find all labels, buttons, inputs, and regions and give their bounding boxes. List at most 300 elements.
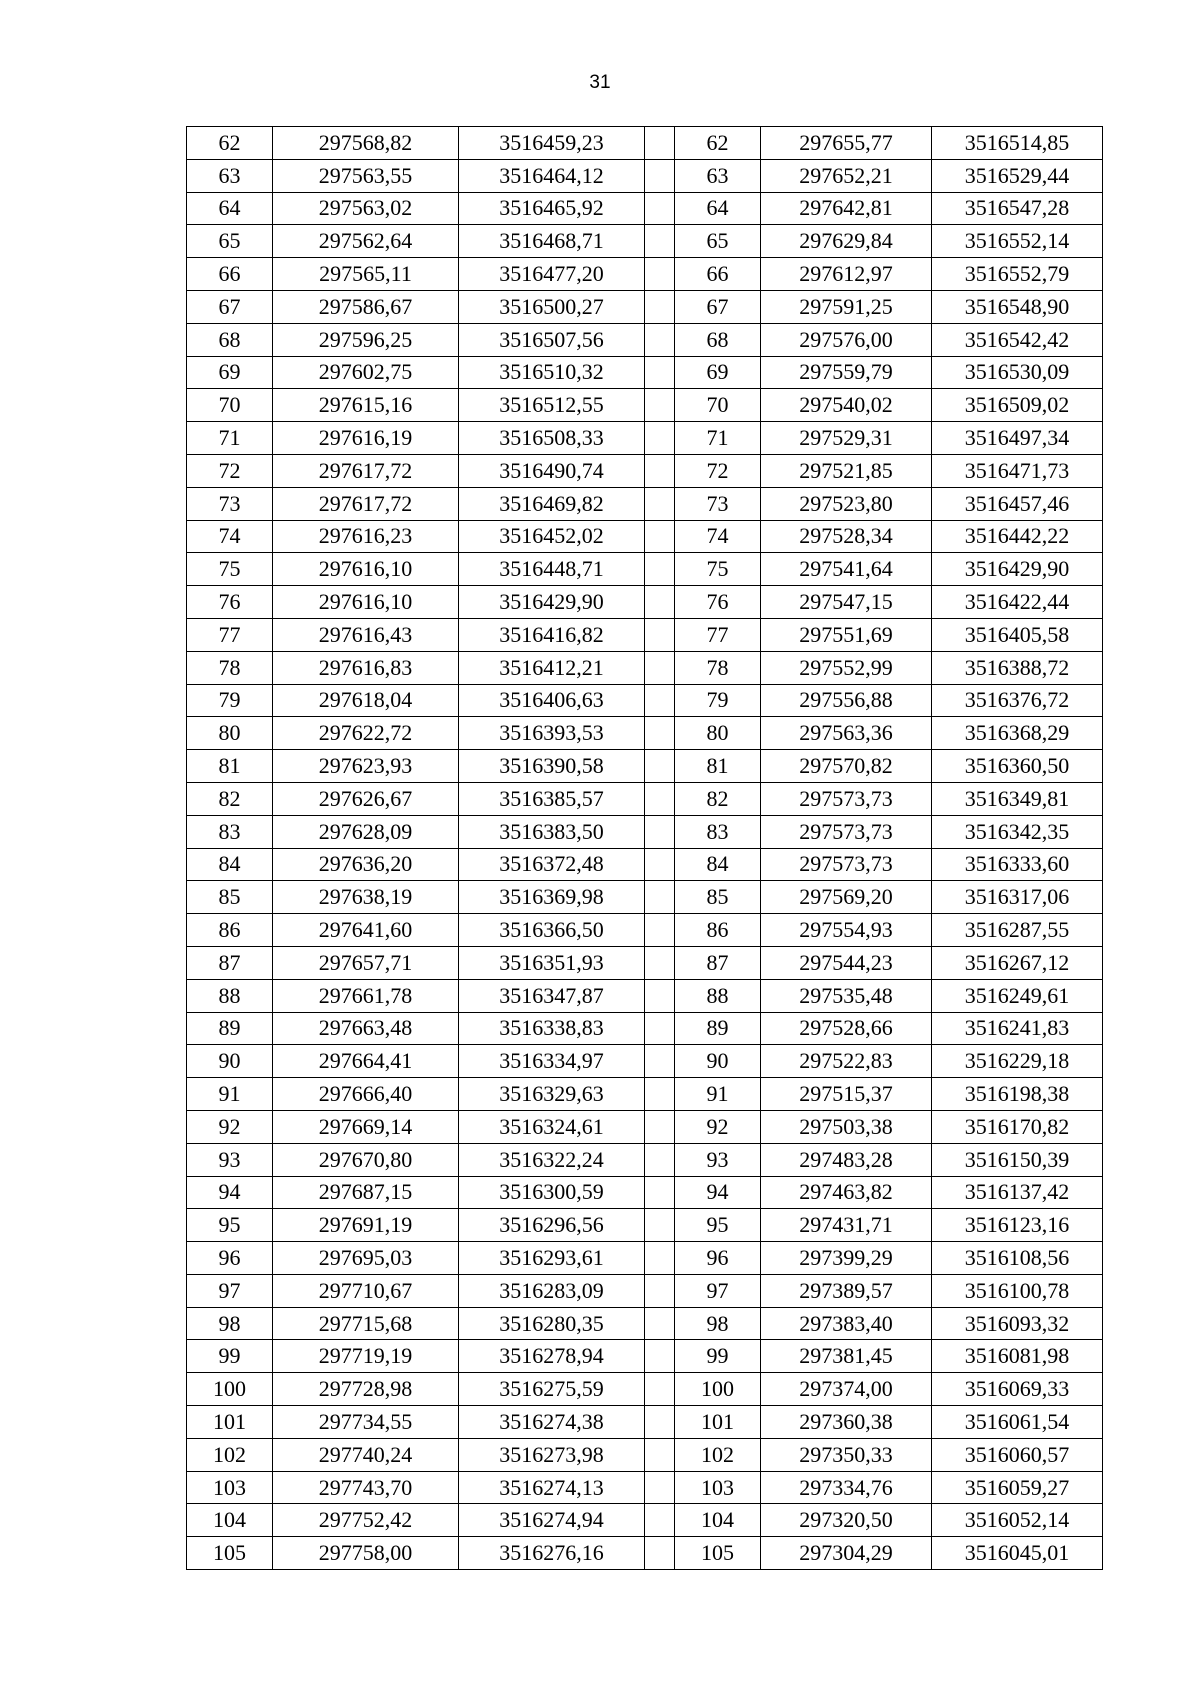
left-y-coordinate-cell: 3516300,59 (459, 1176, 645, 1209)
left-y-coordinate-cell: 3516448,71 (459, 553, 645, 586)
right-y-coordinate-cell: 3516059,27 (932, 1471, 1103, 1504)
right-x-coordinate-cell: 297576,00 (761, 323, 932, 356)
right-y-coordinate-cell: 3516150,39 (932, 1143, 1103, 1176)
right-y-coordinate-cell: 3516045,01 (932, 1537, 1103, 1570)
left-x-coordinate-cell: 297602,75 (273, 356, 459, 389)
left-x-coordinate-cell: 297616,43 (273, 618, 459, 651)
left-point-number-cell: 74 (187, 520, 273, 553)
left-x-coordinate-cell: 297626,67 (273, 782, 459, 815)
right-x-coordinate-cell: 297547,15 (761, 586, 932, 619)
left-x-coordinate-cell: 297622,72 (273, 717, 459, 750)
left-x-coordinate-cell: 297563,02 (273, 192, 459, 225)
right-point-number-cell: 70 (675, 389, 761, 422)
left-y-coordinate-cell: 3516293,61 (459, 1242, 645, 1275)
left-point-number-cell: 100 (187, 1373, 273, 1406)
table-row (187, 290, 1103, 323)
table-row (187, 1045, 1103, 1078)
right-x-coordinate-cell: 297383,40 (761, 1307, 932, 1340)
right-point-number-cell: 72 (675, 454, 761, 487)
separator-cell (645, 586, 675, 619)
left-x-coordinate-cell: 297617,72 (273, 454, 459, 487)
page-number: 31 (589, 72, 611, 93)
left-x-coordinate-cell: 297616,19 (273, 422, 459, 455)
right-y-coordinate-cell: 3516069,33 (932, 1373, 1103, 1406)
right-y-coordinate-cell: 3516061,54 (932, 1406, 1103, 1439)
separator-cell (645, 618, 675, 651)
right-y-coordinate-cell: 3516388,72 (932, 651, 1103, 684)
right-x-coordinate-cell: 297523,80 (761, 487, 932, 520)
right-y-coordinate-cell: 3516241,83 (932, 1012, 1103, 1045)
left-x-coordinate-cell: 297617,72 (273, 487, 459, 520)
right-point-number-cell: 78 (675, 651, 761, 684)
right-x-coordinate-cell: 297540,02 (761, 389, 932, 422)
left-x-coordinate-cell: 297596,25 (273, 323, 459, 356)
right-y-coordinate-cell: 3516198,38 (932, 1078, 1103, 1111)
left-x-coordinate-cell: 297734,55 (273, 1406, 459, 1439)
right-point-number-cell: 81 (675, 750, 761, 783)
table-row (187, 914, 1103, 947)
left-y-coordinate-cell: 3516452,02 (459, 520, 645, 553)
left-x-coordinate-cell: 297719,19 (273, 1340, 459, 1373)
table-row (187, 454, 1103, 487)
table-row (187, 1012, 1103, 1045)
left-point-number-cell: 68 (187, 323, 273, 356)
left-y-coordinate-cell: 3516385,57 (459, 782, 645, 815)
separator-cell (645, 651, 675, 684)
left-x-coordinate-cell: 297664,41 (273, 1045, 459, 1078)
left-y-coordinate-cell: 3516351,93 (459, 946, 645, 979)
separator-cell (645, 159, 675, 192)
right-point-number-cell: 74 (675, 520, 761, 553)
table-row (187, 1143, 1103, 1176)
left-y-coordinate-cell: 3516276,16 (459, 1537, 645, 1570)
right-y-coordinate-cell: 3516497,34 (932, 422, 1103, 455)
separator-cell (645, 520, 675, 553)
left-point-number-cell: 82 (187, 782, 273, 815)
left-y-coordinate-cell: 3516406,63 (459, 684, 645, 717)
table-row (187, 225, 1103, 258)
right-point-number-cell: 73 (675, 487, 761, 520)
left-point-number-cell: 85 (187, 881, 273, 914)
right-point-number-cell: 76 (675, 586, 761, 619)
table-row (187, 717, 1103, 750)
right-point-number-cell: 100 (675, 1373, 761, 1406)
right-point-number-cell: 71 (675, 422, 761, 455)
left-point-number-cell: 79 (187, 684, 273, 717)
separator-cell (645, 1143, 675, 1176)
right-y-coordinate-cell: 3516529,44 (932, 159, 1103, 192)
right-y-coordinate-cell: 3516552,79 (932, 258, 1103, 291)
left-point-number-cell: 80 (187, 717, 273, 750)
left-x-coordinate-cell: 297743,70 (273, 1471, 459, 1504)
table-row (187, 1406, 1103, 1439)
right-y-coordinate-cell: 3516137,42 (932, 1176, 1103, 1209)
left-point-number-cell: 95 (187, 1209, 273, 1242)
separator-cell (645, 1274, 675, 1307)
left-x-coordinate-cell: 297628,09 (273, 815, 459, 848)
right-y-coordinate-cell: 3516349,81 (932, 782, 1103, 815)
left-point-number-cell: 72 (187, 454, 273, 487)
separator-cell (645, 1438, 675, 1471)
right-point-number-cell: 99 (675, 1340, 761, 1373)
left-point-number-cell: 94 (187, 1176, 273, 1209)
left-point-number-cell: 87 (187, 946, 273, 979)
left-x-coordinate-cell: 297618,04 (273, 684, 459, 717)
left-point-number-cell: 105 (187, 1537, 273, 1570)
separator-cell (645, 1012, 675, 1045)
left-y-coordinate-cell: 3516280,35 (459, 1307, 645, 1340)
right-point-number-cell: 104 (675, 1504, 761, 1537)
right-x-coordinate-cell: 297559,79 (761, 356, 932, 389)
separator-cell (645, 553, 675, 586)
right-point-number-cell: 65 (675, 225, 761, 258)
right-y-coordinate-cell: 3516249,61 (932, 979, 1103, 1012)
separator-cell (645, 1373, 675, 1406)
left-x-coordinate-cell: 297568,82 (273, 127, 459, 160)
right-point-number-cell: 67 (675, 290, 761, 323)
right-point-number-cell: 105 (675, 1537, 761, 1570)
right-y-coordinate-cell: 3516457,46 (932, 487, 1103, 520)
right-point-number-cell: 91 (675, 1078, 761, 1111)
left-point-number-cell: 104 (187, 1504, 273, 1537)
left-point-number-cell: 75 (187, 553, 273, 586)
left-x-coordinate-cell: 297616,10 (273, 553, 459, 586)
left-point-number-cell: 71 (187, 422, 273, 455)
left-point-number-cell: 69 (187, 356, 273, 389)
left-x-coordinate-cell: 297616,83 (273, 651, 459, 684)
table-row (187, 1110, 1103, 1143)
separator-cell (645, 323, 675, 356)
left-x-coordinate-cell: 297691,19 (273, 1209, 459, 1242)
left-y-coordinate-cell: 3516369,98 (459, 881, 645, 914)
left-point-number-cell: 84 (187, 848, 273, 881)
table-row (187, 1307, 1103, 1340)
left-y-coordinate-cell: 3516507,56 (459, 323, 645, 356)
right-point-number-cell: 103 (675, 1471, 761, 1504)
separator-cell (645, 290, 675, 323)
left-y-coordinate-cell: 3516322,24 (459, 1143, 645, 1176)
left-y-coordinate-cell: 3516347,87 (459, 979, 645, 1012)
table-row (187, 684, 1103, 717)
right-x-coordinate-cell: 297522,83 (761, 1045, 932, 1078)
table-row (187, 750, 1103, 783)
left-point-number-cell: 91 (187, 1078, 273, 1111)
separator-cell (645, 750, 675, 783)
table-row (187, 881, 1103, 914)
left-x-coordinate-cell: 297752,42 (273, 1504, 459, 1537)
right-y-coordinate-cell: 3516052,14 (932, 1504, 1103, 1537)
right-point-number-cell: 82 (675, 782, 761, 815)
right-y-coordinate-cell: 3516471,73 (932, 454, 1103, 487)
left-x-coordinate-cell: 297641,60 (273, 914, 459, 947)
table-row (187, 258, 1103, 291)
right-y-coordinate-cell: 3516093,32 (932, 1307, 1103, 1340)
right-y-coordinate-cell: 3516170,82 (932, 1110, 1103, 1143)
right-point-number-cell: 88 (675, 979, 761, 1012)
left-y-coordinate-cell: 3516283,09 (459, 1274, 645, 1307)
right-x-coordinate-cell: 297544,23 (761, 946, 932, 979)
right-x-coordinate-cell: 297552,99 (761, 651, 932, 684)
right-y-coordinate-cell: 3516100,78 (932, 1274, 1103, 1307)
left-y-coordinate-cell: 3516490,74 (459, 454, 645, 487)
table-row (187, 422, 1103, 455)
left-y-coordinate-cell: 3516274,38 (459, 1406, 645, 1439)
left-y-coordinate-cell: 3516278,94 (459, 1340, 645, 1373)
separator-cell (645, 389, 675, 422)
right-y-coordinate-cell: 3516123,16 (932, 1209, 1103, 1242)
left-y-coordinate-cell: 3516324,61 (459, 1110, 645, 1143)
left-y-coordinate-cell: 3516274,94 (459, 1504, 645, 1537)
table-row (187, 979, 1103, 1012)
left-point-number-cell: 62 (187, 127, 273, 160)
right-point-number-cell: 102 (675, 1438, 761, 1471)
left-point-number-cell: 78 (187, 651, 273, 684)
table-row (187, 127, 1103, 160)
left-point-number-cell: 77 (187, 618, 273, 651)
left-point-number-cell: 65 (187, 225, 273, 258)
right-x-coordinate-cell: 297515,37 (761, 1078, 932, 1111)
left-point-number-cell: 101 (187, 1406, 273, 1439)
right-x-coordinate-cell: 297350,33 (761, 1438, 932, 1471)
right-y-coordinate-cell: 3516530,09 (932, 356, 1103, 389)
left-y-coordinate-cell: 3516512,55 (459, 389, 645, 422)
table-row (187, 356, 1103, 389)
left-x-coordinate-cell: 297636,20 (273, 848, 459, 881)
separator-cell (645, 881, 675, 914)
separator-cell (645, 454, 675, 487)
right-x-coordinate-cell: 297521,85 (761, 454, 932, 487)
table-row (187, 520, 1103, 553)
right-y-coordinate-cell: 3516333,60 (932, 848, 1103, 881)
table-row (187, 1537, 1103, 1570)
right-point-number-cell: 98 (675, 1307, 761, 1340)
separator-cell (645, 946, 675, 979)
table-row (187, 553, 1103, 586)
right-point-number-cell: 89 (675, 1012, 761, 1045)
left-y-coordinate-cell: 3516500,27 (459, 290, 645, 323)
right-y-coordinate-cell: 3516081,98 (932, 1340, 1103, 1373)
right-x-coordinate-cell: 297655,77 (761, 127, 932, 160)
right-point-number-cell: 97 (675, 1274, 761, 1307)
left-y-coordinate-cell: 3516459,23 (459, 127, 645, 160)
left-point-number-cell: 92 (187, 1110, 273, 1143)
right-point-number-cell: 86 (675, 914, 761, 947)
left-x-coordinate-cell: 297615,16 (273, 389, 459, 422)
right-x-coordinate-cell: 297556,88 (761, 684, 932, 717)
right-point-number-cell: 84 (675, 848, 761, 881)
left-y-coordinate-cell: 3516390,58 (459, 750, 645, 783)
right-x-coordinate-cell: 297528,34 (761, 520, 932, 553)
right-y-coordinate-cell: 3516422,44 (932, 586, 1103, 619)
left-y-coordinate-cell: 3516412,21 (459, 651, 645, 684)
separator-cell (645, 914, 675, 947)
right-point-number-cell: 79 (675, 684, 761, 717)
right-point-number-cell: 92 (675, 1110, 761, 1143)
separator-cell (645, 1406, 675, 1439)
right-y-coordinate-cell: 3516376,72 (932, 684, 1103, 717)
separator-cell (645, 258, 675, 291)
right-y-coordinate-cell: 3516442,22 (932, 520, 1103, 553)
left-x-coordinate-cell: 297740,24 (273, 1438, 459, 1471)
right-y-coordinate-cell: 3516060,57 (932, 1438, 1103, 1471)
table-row (187, 586, 1103, 619)
right-y-coordinate-cell: 3516405,58 (932, 618, 1103, 651)
table-row (187, 1340, 1103, 1373)
right-x-coordinate-cell: 297591,25 (761, 290, 932, 323)
separator-cell (645, 487, 675, 520)
left-x-coordinate-cell: 297758,00 (273, 1537, 459, 1570)
separator-cell (645, 848, 675, 881)
right-x-coordinate-cell: 297563,36 (761, 717, 932, 750)
left-x-coordinate-cell: 297666,40 (273, 1078, 459, 1111)
left-y-coordinate-cell: 3516274,13 (459, 1471, 645, 1504)
separator-cell (645, 684, 675, 717)
right-x-coordinate-cell: 297374,00 (761, 1373, 932, 1406)
left-point-number-cell: 99 (187, 1340, 273, 1373)
right-point-number-cell: 66 (675, 258, 761, 291)
left-x-coordinate-cell: 297687,15 (273, 1176, 459, 1209)
table-row (187, 1242, 1103, 1275)
left-x-coordinate-cell: 297657,71 (273, 946, 459, 979)
left-x-coordinate-cell: 297586,67 (273, 290, 459, 323)
separator-cell (645, 1340, 675, 1373)
table-row (187, 618, 1103, 651)
left-x-coordinate-cell: 297616,23 (273, 520, 459, 553)
left-x-coordinate-cell: 297562,64 (273, 225, 459, 258)
right-x-coordinate-cell: 297334,76 (761, 1471, 932, 1504)
separator-cell (645, 1504, 675, 1537)
table-row (187, 192, 1103, 225)
left-y-coordinate-cell: 3516296,56 (459, 1209, 645, 1242)
separator-cell (645, 782, 675, 815)
separator-cell (645, 1471, 675, 1504)
left-point-number-cell: 89 (187, 1012, 273, 1045)
right-y-coordinate-cell: 3516542,42 (932, 323, 1103, 356)
separator-cell (645, 717, 675, 750)
right-y-coordinate-cell: 3516317,06 (932, 881, 1103, 914)
right-y-coordinate-cell: 3516108,56 (932, 1242, 1103, 1275)
right-y-coordinate-cell: 3516552,14 (932, 225, 1103, 258)
left-y-coordinate-cell: 3516508,33 (459, 422, 645, 455)
right-y-coordinate-cell: 3516509,02 (932, 389, 1103, 422)
right-y-coordinate-cell: 3516360,50 (932, 750, 1103, 783)
right-x-coordinate-cell: 297535,48 (761, 979, 932, 1012)
table-row (187, 159, 1103, 192)
left-point-number-cell: 88 (187, 979, 273, 1012)
right-point-number-cell: 87 (675, 946, 761, 979)
separator-cell (645, 1078, 675, 1111)
right-x-coordinate-cell: 297320,50 (761, 1504, 932, 1537)
right-x-coordinate-cell: 297612,97 (761, 258, 932, 291)
left-point-number-cell: 81 (187, 750, 273, 783)
left-point-number-cell: 93 (187, 1143, 273, 1176)
right-x-coordinate-cell: 297629,84 (761, 225, 932, 258)
right-y-coordinate-cell: 3516267,12 (932, 946, 1103, 979)
left-x-coordinate-cell: 297663,48 (273, 1012, 459, 1045)
table-row (187, 487, 1103, 520)
right-point-number-cell: 64 (675, 192, 761, 225)
right-x-coordinate-cell: 297642,81 (761, 192, 932, 225)
left-point-number-cell: 67 (187, 290, 273, 323)
left-y-coordinate-cell: 3516275,59 (459, 1373, 645, 1406)
left-x-coordinate-cell: 297695,03 (273, 1242, 459, 1275)
right-y-coordinate-cell: 3516547,28 (932, 192, 1103, 225)
right-point-number-cell: 62 (675, 127, 761, 160)
left-x-coordinate-cell: 297638,19 (273, 881, 459, 914)
table-row (187, 782, 1103, 815)
left-point-number-cell: 90 (187, 1045, 273, 1078)
left-y-coordinate-cell: 3516429,90 (459, 586, 645, 619)
right-y-coordinate-cell: 3516342,35 (932, 815, 1103, 848)
left-point-number-cell: 98 (187, 1307, 273, 1340)
right-x-coordinate-cell: 297463,82 (761, 1176, 932, 1209)
right-y-coordinate-cell: 3516548,90 (932, 290, 1103, 323)
left-y-coordinate-cell: 3516477,20 (459, 258, 645, 291)
left-x-coordinate-cell: 297715,68 (273, 1307, 459, 1340)
right-x-coordinate-cell: 297304,29 (761, 1537, 932, 1570)
right-x-coordinate-cell: 297541,64 (761, 553, 932, 586)
right-y-coordinate-cell: 3516368,29 (932, 717, 1103, 750)
separator-cell (645, 422, 675, 455)
separator-cell (645, 1209, 675, 1242)
left-y-coordinate-cell: 3516416,82 (459, 618, 645, 651)
left-point-number-cell: 83 (187, 815, 273, 848)
table-row (187, 1438, 1103, 1471)
right-x-coordinate-cell: 297652,21 (761, 159, 932, 192)
left-x-coordinate-cell: 297728,98 (273, 1373, 459, 1406)
left-x-coordinate-cell: 297669,14 (273, 1110, 459, 1143)
left-y-coordinate-cell: 3516469,82 (459, 487, 645, 520)
left-x-coordinate-cell: 297563,55 (273, 159, 459, 192)
right-x-coordinate-cell: 297573,73 (761, 848, 932, 881)
right-point-number-cell: 69 (675, 356, 761, 389)
left-point-number-cell: 64 (187, 192, 273, 225)
right-point-number-cell: 83 (675, 815, 761, 848)
right-point-number-cell: 75 (675, 553, 761, 586)
separator-cell (645, 225, 675, 258)
separator-cell (645, 1045, 675, 1078)
left-point-number-cell: 96 (187, 1242, 273, 1275)
right-point-number-cell: 80 (675, 717, 761, 750)
left-y-coordinate-cell: 3516338,83 (459, 1012, 645, 1045)
coordinates-table (186, 126, 1103, 1570)
left-x-coordinate-cell: 297661,78 (273, 979, 459, 1012)
separator-cell (645, 192, 675, 225)
right-x-coordinate-cell: 297569,20 (761, 881, 932, 914)
table-row (187, 323, 1103, 356)
right-y-coordinate-cell: 3516429,90 (932, 553, 1103, 586)
right-point-number-cell: 77 (675, 618, 761, 651)
left-y-coordinate-cell: 3516334,97 (459, 1045, 645, 1078)
right-x-coordinate-cell: 297431,71 (761, 1209, 932, 1242)
separator-cell (645, 1242, 675, 1275)
separator-cell (645, 1176, 675, 1209)
table-row (187, 946, 1103, 979)
table-row (187, 651, 1103, 684)
right-x-coordinate-cell: 297503,38 (761, 1110, 932, 1143)
left-x-coordinate-cell: 297710,67 (273, 1274, 459, 1307)
left-y-coordinate-cell: 3516510,32 (459, 356, 645, 389)
right-point-number-cell: 96 (675, 1242, 761, 1275)
separator-cell (645, 815, 675, 848)
right-x-coordinate-cell: 297528,66 (761, 1012, 932, 1045)
separator-cell (645, 1307, 675, 1340)
right-point-number-cell: 94 (675, 1176, 761, 1209)
left-point-number-cell: 103 (187, 1471, 273, 1504)
right-x-coordinate-cell: 297483,28 (761, 1143, 932, 1176)
left-point-number-cell: 66 (187, 258, 273, 291)
table-row (187, 389, 1103, 422)
